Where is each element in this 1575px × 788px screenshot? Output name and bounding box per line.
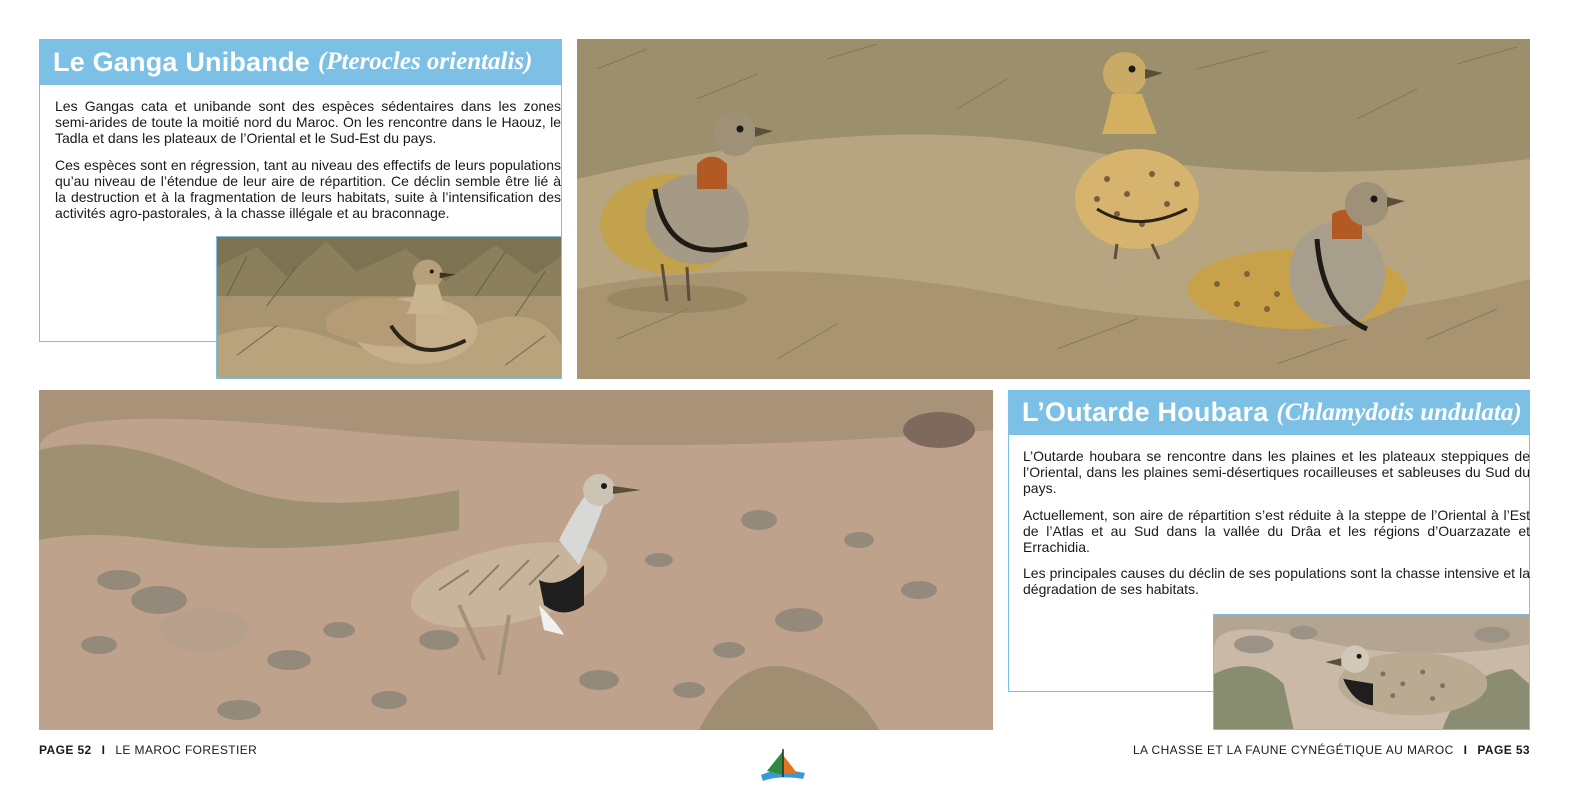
ganga-title: Le Ganga Unibande — [53, 46, 310, 77]
left-page-number: PAGE 52 — [39, 743, 92, 757]
right-running-title: LA CHASSE ET LA FAUNE CYNÉGÉTIQUE AU MAROC — [1132, 743, 1454, 757]
footer-right — [1133, 743, 1530, 757]
houbara-paragraph-1: L’Outarde houbara se rencontre dans les plaines et les plateaux steppiques de l’Oriental, dans les plaines semi-désertiques rocailleuses et sableuses du Sud du pays. — [1023, 448, 1530, 497]
houbara-paragraph-3: Les principales causes du déclin de ses populations sont la chasse intensive et la dégradation de ses habitats. — [1023, 565, 1530, 598]
houbara-latin-name: (Chlamydotis undulata) — [1276, 398, 1522, 426]
ganga-paragraph-1: Les Gangas cata et unibande sont des espèces sédentaires dans les zones semi-arides de toute la moitié nord du Maroc. On les rencontre dans le Haouz, le Tadla et dans les plateaux de l’Oriental et le Sud-Est du pays. — [55, 98, 561, 147]
houbara-title-bar — [1008, 390, 1530, 435]
houbara-paragraph-2: Actuellement, son aire de répartition s’est réduite à la steppe de l’Oriental à l’Est de l’Atlas et au Sud dans la vallée du Drâa et les régions d’Ouarzazate et Errachidia. — [1023, 506, 1530, 556]
left-running-title: LE MAROC FORESTIER — [115, 743, 258, 757]
houbara-title: L’Outarde Houbara — [1022, 397, 1269, 427]
houbara-body-text — [1023, 448, 1530, 608]
ganga-group-photo — [577, 39, 1530, 379]
houbara-nesting-photo — [1213, 614, 1530, 730]
publisher-logo — [757, 745, 809, 781]
ganga-paragraph-2: Ces espèces sont en régression, tant au niveau des effectifs de leurs populations qu’au niveau de l’étendue de leur aire de répartition. Ce déclin semble être lié à la destruction et à la fragmentation de leurs habitats, suite à l’intensification des activités agro-pastorales, à la chasse illégale et au braconnage. — [55, 156, 561, 222]
ganga-latin-name: (Pterocles orientalis) — [317, 48, 533, 75]
left-separator: I — [101, 743, 106, 757]
right-page-number: PAGE 53 — [1477, 743, 1530, 757]
right-separator: I — [1463, 743, 1468, 757]
ganga-title-bar — [39, 39, 562, 85]
ganga-nesting-photo — [216, 236, 562, 379]
ganga-body-text — [55, 98, 561, 231]
footer-left — [39, 743, 257, 757]
houbara-main-photo — [39, 390, 993, 730]
